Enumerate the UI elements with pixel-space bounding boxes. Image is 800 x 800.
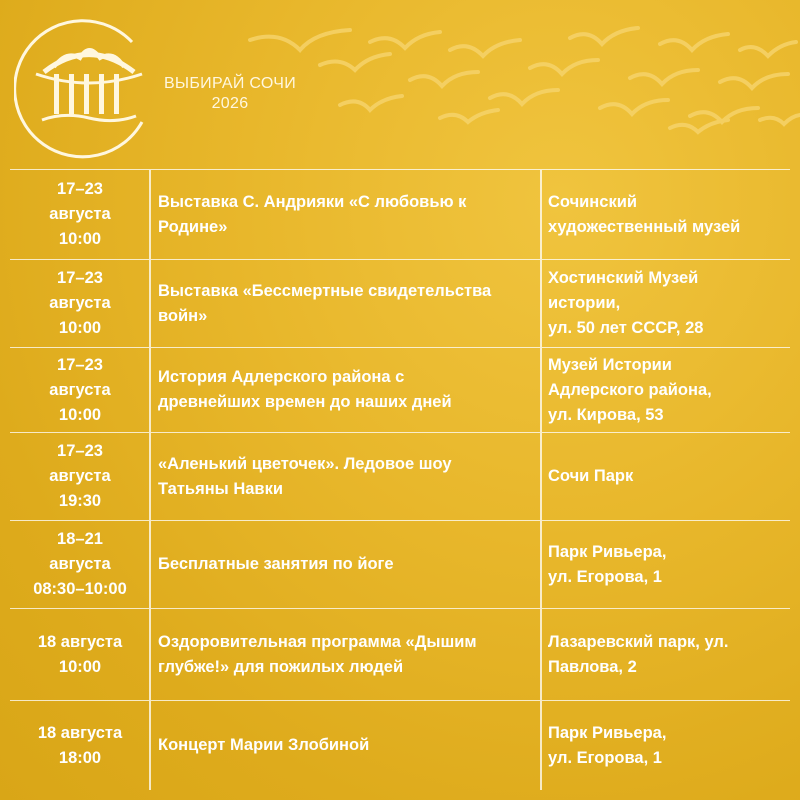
event-place-line: ул. 50 лет СССР, 28: [548, 319, 704, 337]
table-row: [10, 259, 790, 347]
column-divider: [540, 170, 542, 259]
event-date: [10, 266, 150, 341]
event-date-line: августа: [49, 555, 111, 573]
event-place-line: ул. Егорова, 1: [548, 748, 662, 767]
table-row: [10, 608, 790, 700]
table-row: [10, 700, 790, 790]
event-title-line: Выставка С. Андрияки «С любовью к: [158, 192, 467, 211]
column-divider: [540, 521, 542, 608]
event-date: [10, 721, 150, 771]
event-date-line: 18 августа: [37, 723, 123, 742]
table-row: [10, 432, 790, 520]
brand-name: ВЫБИРАЙ СОЧИ: [163, 75, 297, 92]
event-title-line: Оздоровительная программа «Дышим: [158, 632, 477, 651]
event-title-line: древнейших времен до наших дней: [158, 393, 452, 411]
column-divider: [149, 170, 151, 259]
table-row: [10, 520, 790, 608]
column-divider: [540, 348, 542, 432]
event-date: [10, 177, 150, 252]
event-place: [540, 266, 790, 341]
event-date: [10, 630, 150, 680]
event-title: [150, 279, 540, 329]
event-title: [150, 452, 540, 502]
event-place-line: истории,: [548, 294, 621, 312]
event-place-line: художественный музей: [548, 217, 741, 236]
event-date-line: 08:30–10:00: [33, 580, 127, 598]
event-date-line: 17–23: [57, 269, 103, 287]
event-date: [10, 353, 150, 428]
event-title: [150, 190, 540, 240]
event-title-line: Родине»: [158, 217, 228, 236]
event-place-line: ул. Кирова, 53: [548, 405, 664, 424]
event-title-line: «Аленький цветочек». Ледовое шоу: [158, 454, 452, 473]
event-date-line: 18:00: [58, 748, 102, 767]
event-date-line: 18–21: [57, 530, 103, 548]
event-title-line: Бесплатные занятия по йоге: [158, 555, 394, 573]
event-title-line: Татьяны Навки: [158, 479, 283, 498]
event-place: [540, 190, 790, 240]
event-title: [150, 365, 540, 415]
event-title-line: войн»: [158, 306, 208, 325]
event-place-line: Сочи Парк: [548, 467, 634, 485]
events-table: [10, 169, 790, 790]
table-row: [10, 347, 790, 432]
event-title: [150, 552, 540, 577]
column-divider: [149, 609, 151, 700]
event-date-line: августа: [49, 205, 111, 223]
event-place-line: Хостинский Музей: [548, 269, 699, 287]
event-place-line: Парк Ривьера,: [548, 723, 667, 742]
column-divider: [540, 433, 542, 520]
event-place: [540, 630, 790, 680]
event-date: [10, 439, 150, 514]
event-place-line: Адлерского района,: [548, 380, 712, 399]
event-date-line: 17–23: [57, 180, 103, 198]
event-date-line: 10:00: [58, 657, 102, 676]
event-title: [150, 630, 540, 680]
event-date-line: августа: [49, 294, 111, 312]
event-date-line: 18 августа: [37, 632, 123, 651]
event-date-line: 19:30: [58, 492, 102, 510]
event-date-line: 17–23: [57, 355, 103, 374]
event-date: [10, 527, 150, 602]
event-place-line: Сочинский: [548, 192, 637, 211]
event-place-line: Лазаревский парк, ул.: [548, 632, 729, 651]
event-title-line: Выставка «Бессмертные свидетельства: [158, 281, 492, 300]
table-row: [10, 169, 790, 259]
event-date-line: 10:00: [58, 319, 102, 337]
event-place: [540, 721, 790, 771]
flying-birds-icon: [240, 20, 800, 140]
event-place-line: Парк Ривьера,: [548, 542, 667, 561]
event-place-line: Музей Истории: [548, 355, 672, 374]
event-place-line: Павлова, 2: [548, 657, 637, 676]
event-place: [540, 353, 790, 428]
event-date-line: августа: [49, 467, 111, 485]
event-title-line: глубже!» для пожилых людей: [158, 657, 404, 676]
event-place: [540, 540, 790, 590]
event-date-line: 17–23: [57, 442, 103, 460]
column-divider: [149, 348, 151, 432]
event-title: [150, 733, 540, 758]
column-divider: [540, 701, 542, 790]
column-divider: [540, 609, 542, 700]
event-place-line: ул. Егорова, 1: [548, 567, 662, 586]
event-date-line: августа: [49, 380, 111, 399]
event-place: [540, 464, 790, 489]
column-divider: [149, 433, 151, 520]
brand-year: 2026: [211, 95, 249, 112]
event-title-line: История Адлерского района с: [158, 368, 405, 386]
column-divider: [149, 521, 151, 608]
event-date-line: 10:00: [58, 405, 102, 424]
column-divider: [540, 260, 542, 347]
event-title-line: Концерт Марии Злобиной: [158, 736, 370, 754]
column-divider: [149, 260, 151, 347]
column-divider: [149, 701, 151, 790]
event-date-line: 10:00: [58, 230, 102, 248]
